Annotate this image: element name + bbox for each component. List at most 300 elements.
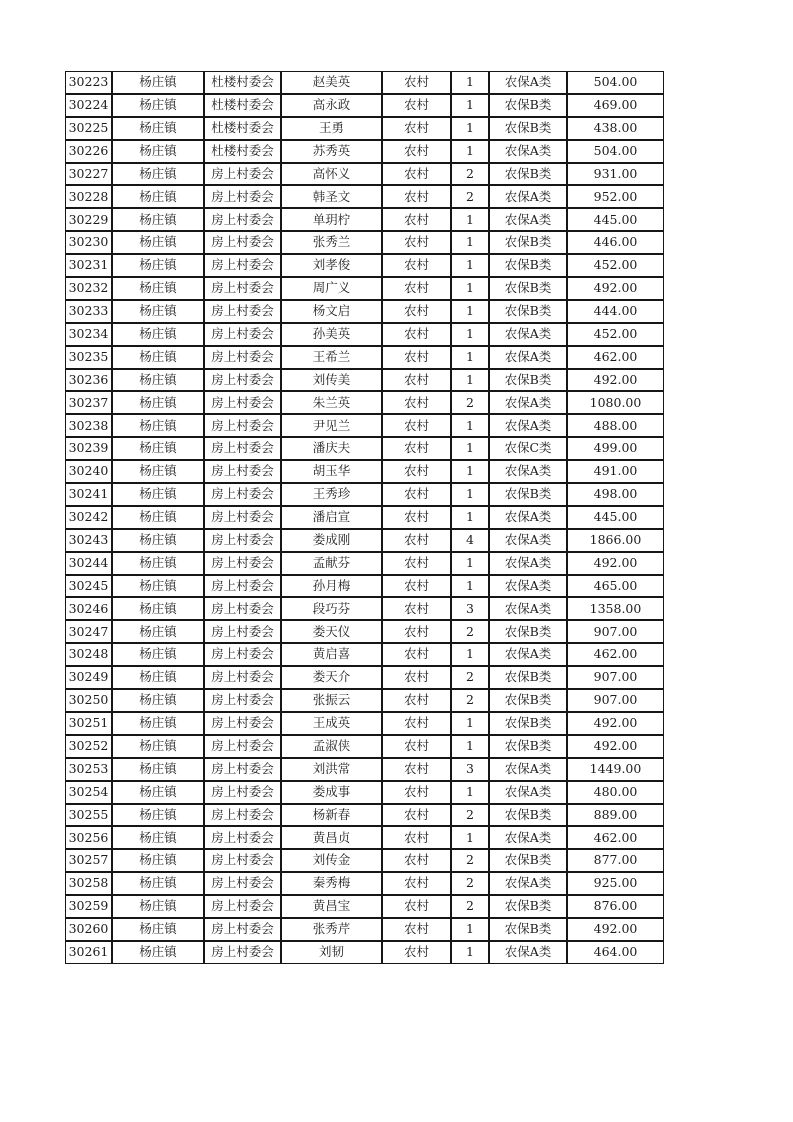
cell-town: 杨庄镇 — [112, 254, 204, 277]
cell-village-committee: 房上村委会 — [204, 620, 281, 643]
cell-insurance-class: 农保A类 — [489, 506, 567, 529]
cell-town: 杨庄镇 — [112, 460, 204, 483]
cell-insurance-class: 农保B类 — [489, 918, 567, 941]
cell-town: 杨庄镇 — [112, 185, 204, 208]
table-row — [65, 712, 664, 735]
cell-town: 杨庄镇 — [112, 71, 204, 94]
cell-village-committee: 房上村委会 — [204, 414, 281, 437]
table-row — [65, 575, 664, 598]
cell-residence-type: 农村 — [382, 712, 451, 735]
cell-residence-type: 农村 — [382, 597, 451, 620]
cell-village-committee: 房上村委会 — [204, 460, 281, 483]
cell-person-count: 2 — [451, 689, 489, 712]
cell-person-name: 赵美英 — [281, 71, 382, 94]
cell-person-count: 1 — [451, 277, 489, 300]
cell-person-count: 3 — [451, 758, 489, 781]
table-row — [65, 346, 664, 369]
cell-amount: 925.00 — [567, 872, 664, 895]
cell-insurance-class: 农保B类 — [489, 254, 567, 277]
cell-village-committee: 房上村委会 — [204, 163, 281, 186]
cell-village-committee: 房上村委会 — [204, 689, 281, 712]
cell-record-id: 30254 — [65, 781, 112, 804]
cell-record-id: 30257 — [65, 849, 112, 872]
cell-town: 杨庄镇 — [112, 483, 204, 506]
cell-person-count: 1 — [451, 781, 489, 804]
cell-amount: 876.00 — [567, 895, 664, 918]
cell-record-id: 30252 — [65, 735, 112, 758]
cell-amount: 889.00 — [567, 804, 664, 827]
cell-person-name: 段巧芬 — [281, 597, 382, 620]
cell-village-committee: 杜楼村委会 — [204, 94, 281, 117]
cell-village-committee: 房上村委会 — [204, 506, 281, 529]
cell-amount: 931.00 — [567, 163, 664, 186]
cell-person-count: 1 — [451, 826, 489, 849]
cell-insurance-class: 农保B类 — [489, 300, 567, 323]
table-row — [65, 620, 664, 643]
cell-record-id: 30247 — [65, 620, 112, 643]
cell-village-committee: 房上村委会 — [204, 346, 281, 369]
cell-amount: 491.00 — [567, 460, 664, 483]
cell-person-count: 1 — [451, 208, 489, 231]
cell-village-committee: 房上村委会 — [204, 666, 281, 689]
cell-person-count: 1 — [451, 437, 489, 460]
cell-amount: 877.00 — [567, 849, 664, 872]
cell-person-name: 杨新春 — [281, 804, 382, 827]
cell-residence-type: 农村 — [382, 666, 451, 689]
cell-village-committee: 房上村委会 — [204, 323, 281, 346]
cell-amount: 452.00 — [567, 323, 664, 346]
cell-record-id: 30231 — [65, 254, 112, 277]
cell-insurance-class: 农保B类 — [489, 895, 567, 918]
cell-insurance-class: 农保A类 — [489, 941, 567, 964]
table-row — [65, 369, 664, 392]
cell-insurance-class: 农保A类 — [489, 597, 567, 620]
cell-village-committee: 房上村委会 — [204, 231, 281, 254]
cell-residence-type: 农村 — [382, 849, 451, 872]
cell-residence-type: 农村 — [382, 369, 451, 392]
cell-record-id: 30261 — [65, 941, 112, 964]
cell-residence-type: 农村 — [382, 620, 451, 643]
cell-person-name: 孙美英 — [281, 323, 382, 346]
cell-person-count: 1 — [451, 414, 489, 437]
cell-residence-type: 农村 — [382, 208, 451, 231]
cell-person-count: 3 — [451, 597, 489, 620]
cell-person-count: 2 — [451, 804, 489, 827]
cell-residence-type: 农村 — [382, 735, 451, 758]
cell-person-count: 2 — [451, 872, 489, 895]
cell-person-name: 孟淑侠 — [281, 735, 382, 758]
cell-person-name: 王勇 — [281, 117, 382, 140]
table-row — [65, 231, 664, 254]
cell-residence-type: 农村 — [382, 872, 451, 895]
cell-insurance-class: 农保A类 — [489, 872, 567, 895]
cell-residence-type: 农村 — [382, 483, 451, 506]
cell-person-name: 朱兰英 — [281, 391, 382, 414]
cell-insurance-class: 农保B类 — [489, 620, 567, 643]
table-row — [65, 185, 664, 208]
cell-town: 杨庄镇 — [112, 414, 204, 437]
cell-amount: 504.00 — [567, 140, 664, 163]
cell-town: 杨庄镇 — [112, 666, 204, 689]
cell-residence-type: 农村 — [382, 117, 451, 140]
cell-insurance-class: 农保A类 — [489, 323, 567, 346]
cell-residence-type: 农村 — [382, 300, 451, 323]
cell-person-name: 娄成事 — [281, 781, 382, 804]
cell-record-id: 30233 — [65, 300, 112, 323]
cell-record-id: 30224 — [65, 94, 112, 117]
cell-town: 杨庄镇 — [112, 300, 204, 323]
cell-residence-type: 农村 — [382, 552, 451, 575]
table-row — [65, 804, 664, 827]
cell-amount: 465.00 — [567, 575, 664, 598]
cell-person-name: 高永政 — [281, 94, 382, 117]
cell-person-name: 杨文启 — [281, 300, 382, 323]
table-row — [65, 323, 664, 346]
table-row — [65, 918, 664, 941]
cell-town: 杨庄镇 — [112, 941, 204, 964]
table-row — [65, 643, 664, 666]
cell-person-count: 1 — [451, 712, 489, 735]
cell-person-count: 2 — [451, 185, 489, 208]
table-row — [65, 437, 664, 460]
cell-person-count: 1 — [451, 254, 489, 277]
cell-insurance-class: 农保A类 — [489, 781, 567, 804]
table-row — [65, 414, 664, 437]
cell-amount: 907.00 — [567, 689, 664, 712]
cell-insurance-class: 农保A类 — [489, 758, 567, 781]
cell-person-name: 张秀兰 — [281, 231, 382, 254]
cell-record-id: 30232 — [65, 277, 112, 300]
cell-insurance-class: 农保B类 — [489, 689, 567, 712]
cell-town: 杨庄镇 — [112, 208, 204, 231]
cell-village-committee: 房上村委会 — [204, 643, 281, 666]
cell-person-count: 2 — [451, 391, 489, 414]
cell-record-id: 30243 — [65, 529, 112, 552]
benefits-roster-table — [65, 71, 664, 964]
table-body — [65, 71, 664, 964]
cell-insurance-class: 农保B类 — [489, 117, 567, 140]
cell-person-count: 1 — [451, 369, 489, 392]
cell-town: 杨庄镇 — [112, 735, 204, 758]
cell-person-name: 黄昌贞 — [281, 826, 382, 849]
cell-person-count: 1 — [451, 71, 489, 94]
cell-insurance-class: 农保B类 — [489, 369, 567, 392]
cell-residence-type: 农村 — [382, 185, 451, 208]
cell-record-id: 30239 — [65, 437, 112, 460]
cell-town: 杨庄镇 — [112, 552, 204, 575]
cell-person-name: 孟献芬 — [281, 552, 382, 575]
cell-insurance-class: 农保B类 — [489, 94, 567, 117]
cell-town: 杨庄镇 — [112, 323, 204, 346]
cell-amount: 462.00 — [567, 643, 664, 666]
cell-town: 杨庄镇 — [112, 804, 204, 827]
cell-town: 杨庄镇 — [112, 391, 204, 414]
cell-residence-type: 农村 — [382, 391, 451, 414]
cell-town: 杨庄镇 — [112, 575, 204, 598]
cell-town: 杨庄镇 — [112, 277, 204, 300]
table-row — [65, 254, 664, 277]
cell-amount: 462.00 — [567, 346, 664, 369]
cell-record-id: 30250 — [65, 689, 112, 712]
cell-insurance-class: 农保A类 — [489, 391, 567, 414]
cell-insurance-class: 农保A类 — [489, 460, 567, 483]
cell-amount: 907.00 — [567, 620, 664, 643]
cell-person-name: 苏秀英 — [281, 140, 382, 163]
cell-record-id: 30245 — [65, 575, 112, 598]
cell-insurance-class: 农保A类 — [489, 643, 567, 666]
cell-village-committee: 房上村委会 — [204, 575, 281, 598]
cell-amount: 492.00 — [567, 735, 664, 758]
cell-person-count: 2 — [451, 163, 489, 186]
cell-person-name: 孙月梅 — [281, 575, 382, 598]
cell-person-count: 1 — [451, 483, 489, 506]
cell-amount: 1449.00 — [567, 758, 664, 781]
cell-amount: 492.00 — [567, 712, 664, 735]
cell-insurance-class: 农保A类 — [489, 552, 567, 575]
cell-person-name: 胡玉华 — [281, 460, 382, 483]
cell-amount: 462.00 — [567, 826, 664, 849]
cell-person-count: 1 — [451, 918, 489, 941]
cell-person-name: 潘庆夫 — [281, 437, 382, 460]
cell-amount: 438.00 — [567, 117, 664, 140]
cell-person-name: 黄昌宝 — [281, 895, 382, 918]
cell-residence-type: 农村 — [382, 437, 451, 460]
cell-insurance-class: 农保A类 — [489, 185, 567, 208]
cell-person-name: 刘孝俊 — [281, 254, 382, 277]
table-row — [65, 872, 664, 895]
cell-village-committee: 房上村委会 — [204, 941, 281, 964]
cell-residence-type: 农村 — [382, 918, 451, 941]
cell-town: 杨庄镇 — [112, 620, 204, 643]
cell-person-count: 2 — [451, 849, 489, 872]
table-row — [65, 597, 664, 620]
cell-record-id: 30259 — [65, 895, 112, 918]
cell-village-committee: 房上村委会 — [204, 826, 281, 849]
cell-village-committee: 房上村委会 — [204, 369, 281, 392]
cell-person-count: 1 — [451, 117, 489, 140]
cell-village-committee: 房上村委会 — [204, 185, 281, 208]
cell-person-count: 2 — [451, 620, 489, 643]
cell-village-committee: 房上村委会 — [204, 277, 281, 300]
cell-amount: 907.00 — [567, 666, 664, 689]
cell-record-id: 30260 — [65, 918, 112, 941]
cell-person-count: 1 — [451, 300, 489, 323]
cell-amount: 446.00 — [567, 231, 664, 254]
cell-amount: 492.00 — [567, 277, 664, 300]
cell-town: 杨庄镇 — [112, 140, 204, 163]
cell-town: 杨庄镇 — [112, 849, 204, 872]
cell-insurance-class: 农保A类 — [489, 826, 567, 849]
cell-insurance-class: 农保B类 — [489, 712, 567, 735]
cell-amount: 452.00 — [567, 254, 664, 277]
cell-insurance-class: 农保B类 — [489, 231, 567, 254]
table-row — [65, 163, 664, 186]
cell-person-name: 韩圣文 — [281, 185, 382, 208]
cell-person-name: 张秀芹 — [281, 918, 382, 941]
cell-record-id: 30248 — [65, 643, 112, 666]
cell-insurance-class: 农保A类 — [489, 208, 567, 231]
cell-person-count: 1 — [451, 941, 489, 964]
cell-record-id: 30230 — [65, 231, 112, 254]
cell-insurance-class: 农保B类 — [489, 735, 567, 758]
cell-village-committee: 房上村委会 — [204, 300, 281, 323]
cell-insurance-class: 农保A类 — [489, 575, 567, 598]
cell-person-count: 1 — [451, 94, 489, 117]
cell-residence-type: 农村 — [382, 71, 451, 94]
cell-town: 杨庄镇 — [112, 94, 204, 117]
cell-amount: 492.00 — [567, 918, 664, 941]
table-row — [65, 689, 664, 712]
cell-village-committee: 房上村委会 — [204, 483, 281, 506]
cell-person-name: 娄成刚 — [281, 529, 382, 552]
cell-person-name: 王希兰 — [281, 346, 382, 369]
table-row — [65, 506, 664, 529]
cell-record-id: 30240 — [65, 460, 112, 483]
table-row — [65, 735, 664, 758]
cell-village-committee: 房上村委会 — [204, 437, 281, 460]
cell-amount: 445.00 — [567, 506, 664, 529]
table-row — [65, 941, 664, 964]
cell-town: 杨庄镇 — [112, 689, 204, 712]
cell-residence-type: 农村 — [382, 758, 451, 781]
table-row — [65, 300, 664, 323]
cell-insurance-class: 农保B类 — [489, 277, 567, 300]
cell-person-name: 刘传美 — [281, 369, 382, 392]
cell-record-id: 30258 — [65, 872, 112, 895]
cell-town: 杨庄镇 — [112, 643, 204, 666]
cell-record-id: 30225 — [65, 117, 112, 140]
cell-person-count: 1 — [451, 231, 489, 254]
cell-person-count: 4 — [451, 529, 489, 552]
cell-town: 杨庄镇 — [112, 597, 204, 620]
cell-person-count: 1 — [451, 323, 489, 346]
cell-village-committee: 房上村委会 — [204, 208, 281, 231]
cell-record-id: 30256 — [65, 826, 112, 849]
cell-person-name: 刘韧 — [281, 941, 382, 964]
table-row — [65, 391, 664, 414]
cell-village-committee: 房上村委会 — [204, 781, 281, 804]
cell-town: 杨庄镇 — [112, 872, 204, 895]
cell-person-name: 周广义 — [281, 277, 382, 300]
cell-residence-type: 农村 — [382, 231, 451, 254]
cell-residence-type: 农村 — [382, 895, 451, 918]
cell-insurance-class: 农保A类 — [489, 529, 567, 552]
cell-person-name: 单玥柠 — [281, 208, 382, 231]
cell-person-name: 张振云 — [281, 689, 382, 712]
cell-residence-type: 农村 — [382, 689, 451, 712]
cell-record-id: 30244 — [65, 552, 112, 575]
table-row — [65, 117, 664, 140]
cell-village-committee: 房上村委会 — [204, 895, 281, 918]
cell-record-id: 30236 — [65, 369, 112, 392]
cell-amount: 952.00 — [567, 185, 664, 208]
cell-record-id: 30228 — [65, 185, 112, 208]
cell-record-id: 30223 — [65, 71, 112, 94]
cell-village-committee: 房上村委会 — [204, 735, 281, 758]
cell-insurance-class: 农保C类 — [489, 437, 567, 460]
cell-village-committee: 杜楼村委会 — [204, 117, 281, 140]
table-row — [65, 71, 664, 94]
cell-amount: 504.00 — [567, 71, 664, 94]
cell-person-name: 尹见兰 — [281, 414, 382, 437]
cell-residence-type: 农村 — [382, 826, 451, 849]
cell-residence-type: 农村 — [382, 941, 451, 964]
cell-town: 杨庄镇 — [112, 163, 204, 186]
table-row — [65, 849, 664, 872]
cell-record-id: 30235 — [65, 346, 112, 369]
cell-person-name: 高怀义 — [281, 163, 382, 186]
cell-residence-type: 农村 — [382, 643, 451, 666]
cell-amount: 464.00 — [567, 941, 664, 964]
cell-town: 杨庄镇 — [112, 529, 204, 552]
cell-record-id: 30249 — [65, 666, 112, 689]
cell-village-committee: 房上村委会 — [204, 597, 281, 620]
cell-village-committee: 房上村委会 — [204, 254, 281, 277]
cell-insurance-class: 农保B类 — [489, 163, 567, 186]
cell-insurance-class: 农保B类 — [489, 849, 567, 872]
cell-residence-type: 农村 — [382, 804, 451, 827]
table-row — [65, 666, 664, 689]
cell-insurance-class: 农保B类 — [489, 666, 567, 689]
cell-residence-type: 农村 — [382, 163, 451, 186]
cell-record-id: 30234 — [65, 323, 112, 346]
cell-village-committee: 房上村委会 — [204, 758, 281, 781]
cell-residence-type: 农村 — [382, 506, 451, 529]
cell-residence-type: 农村 — [382, 781, 451, 804]
cell-village-committee: 房上村委会 — [204, 872, 281, 895]
cell-residence-type: 农村 — [382, 346, 451, 369]
cell-person-count: 1 — [451, 460, 489, 483]
cell-village-committee: 房上村委会 — [204, 918, 281, 941]
cell-record-id: 30237 — [65, 391, 112, 414]
cell-town: 杨庄镇 — [112, 895, 204, 918]
cell-record-id: 30255 — [65, 804, 112, 827]
cell-record-id: 30227 — [65, 163, 112, 186]
table-row — [65, 552, 664, 575]
cell-person-count: 1 — [451, 643, 489, 666]
cell-person-name: 王成英 — [281, 712, 382, 735]
cell-insurance-class: 农保A类 — [489, 71, 567, 94]
cell-village-committee: 房上村委会 — [204, 529, 281, 552]
table-row — [65, 460, 664, 483]
table-row — [65, 895, 664, 918]
cell-record-id: 30229 — [65, 208, 112, 231]
cell-amount: 1080.00 — [567, 391, 664, 414]
cell-record-id: 30253 — [65, 758, 112, 781]
cell-person-count: 1 — [451, 575, 489, 598]
cell-town: 杨庄镇 — [112, 758, 204, 781]
cell-village-committee: 房上村委会 — [204, 804, 281, 827]
cell-insurance-class: 农保A类 — [489, 140, 567, 163]
cell-town: 杨庄镇 — [112, 231, 204, 254]
cell-town: 杨庄镇 — [112, 918, 204, 941]
cell-record-id: 30242 — [65, 506, 112, 529]
cell-record-id: 30226 — [65, 140, 112, 163]
table-row — [65, 94, 664, 117]
cell-amount: 445.00 — [567, 208, 664, 231]
cell-village-committee: 房上村委会 — [204, 552, 281, 575]
cell-town: 杨庄镇 — [112, 506, 204, 529]
cell-residence-type: 农村 — [382, 254, 451, 277]
cell-village-committee: 杜楼村委会 — [204, 140, 281, 163]
cell-person-count: 1 — [451, 140, 489, 163]
cell-person-name: 潘启宣 — [281, 506, 382, 529]
table-row — [65, 529, 664, 552]
cell-record-id: 30251 — [65, 712, 112, 735]
cell-town: 杨庄镇 — [112, 826, 204, 849]
cell-town: 杨庄镇 — [112, 369, 204, 392]
cell-residence-type: 农村 — [382, 575, 451, 598]
